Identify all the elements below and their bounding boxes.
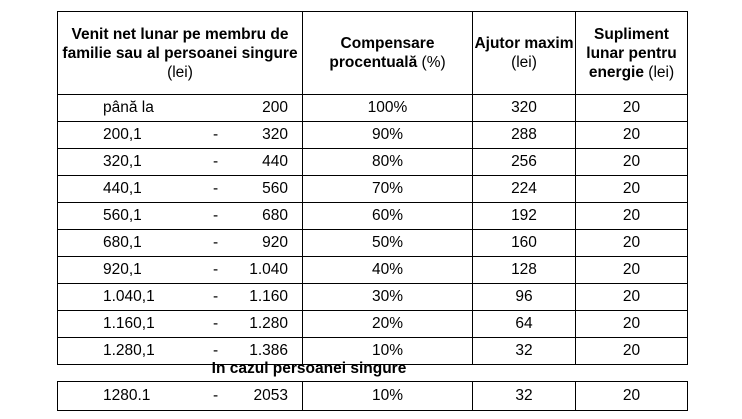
- range-dash: -: [213, 207, 219, 224]
- table-row: [58, 95, 688, 122]
- income-range-cell: [58, 95, 303, 122]
- compensation-cell: 100%: [303, 95, 473, 122]
- energy-supplement-cell: 20: [576, 311, 688, 338]
- table-row: [58, 382, 688, 411]
- compensation-cell: 90%: [303, 122, 473, 149]
- income-to: 1.386: [249, 342, 288, 359]
- energy-supplement-cell: 20: [576, 203, 688, 230]
- table-header-row: [58, 12, 688, 95]
- income-from: 680,1: [103, 234, 142, 251]
- energy-supplement-cell: 20: [576, 338, 688, 365]
- max-aid-cell: 64: [473, 311, 576, 338]
- energy-supplement-cell: 20: [576, 382, 688, 411]
- table-row: [58, 257, 688, 284]
- header-energy-supplement: Supliment lunar pentru energie (lei): [576, 12, 688, 95]
- single-person-caption: In cazul persoanei singure: [211, 360, 407, 377]
- header-compensation: Compensare procentuală (%): [303, 12, 473, 95]
- income-from: până la: [103, 99, 154, 116]
- income-range-cell: [58, 230, 303, 257]
- income-to: 560: [262, 180, 288, 197]
- income-to: 680: [262, 207, 288, 224]
- max-aid-cell: 320: [473, 95, 576, 122]
- energy-supplement-cell: 20: [576, 284, 688, 311]
- compensation-cell: 50%: [303, 230, 473, 257]
- income-range-cell: [58, 257, 303, 284]
- max-aid-cell: 192: [473, 203, 576, 230]
- income-range-cell: [58, 203, 303, 230]
- energy-supplement-cell: 20: [576, 122, 688, 149]
- compensation-table: [57, 11, 688, 365]
- income-range-cell: [58, 122, 303, 149]
- income-to: 920: [262, 234, 288, 251]
- income-range-cell: [58, 176, 303, 203]
- energy-supplement-cell: 20: [576, 95, 688, 122]
- max-aid-cell: 256: [473, 149, 576, 176]
- income-from: 1280.1: [103, 387, 151, 404]
- energy-supplement-cell: 20: [576, 257, 688, 284]
- income-from: 440,1: [103, 180, 142, 197]
- max-aid-cell: 288: [473, 122, 576, 149]
- compensation-cell: 30%: [303, 284, 473, 311]
- income-to: 2053: [253, 387, 288, 404]
- table-row: [58, 122, 688, 149]
- range-dash: -: [213, 180, 219, 197]
- max-aid-cell: 96: [473, 284, 576, 311]
- compensation-cell: 20%: [303, 311, 473, 338]
- header-max-aid: Ajutor maxim (lei): [473, 12, 576, 95]
- compensation-cell: 40%: [303, 257, 473, 284]
- range-dash: -: [213, 126, 219, 143]
- table-row: [58, 176, 688, 203]
- table-row: [58, 203, 688, 230]
- income-range-cell: [58, 311, 303, 338]
- compensation-cell: 70%: [303, 176, 473, 203]
- range-dash: -: [213, 387, 219, 404]
- range-dash: -: [213, 288, 219, 305]
- income-from: 920,1: [103, 261, 142, 278]
- single-person-table: [57, 381, 688, 411]
- income-range-cell: [58, 149, 303, 176]
- compensation-cell: 10%: [303, 382, 473, 411]
- income-to: 1.040: [249, 261, 288, 278]
- compensation-cell: 10%: [303, 338, 473, 365]
- compensation-cell: 60%: [303, 203, 473, 230]
- max-aid-cell: 160: [473, 230, 576, 257]
- range-dash: -: [213, 234, 219, 251]
- table-row: [58, 311, 688, 338]
- max-aid-cell: 128: [473, 257, 576, 284]
- compensation-cell: 80%: [303, 149, 473, 176]
- income-range-cell: [58, 382, 303, 411]
- energy-supplement-cell: 20: [576, 149, 688, 176]
- income-to: 1.160: [249, 288, 288, 305]
- table-row: [58, 230, 688, 257]
- energy-supplement-cell: 20: [576, 176, 688, 203]
- table-row: [58, 149, 688, 176]
- income-from: 320,1: [103, 153, 142, 170]
- income-from: 1.160,1: [103, 315, 155, 332]
- income-to: 200: [262, 99, 288, 116]
- income-to: 1.280: [249, 315, 288, 332]
- energy-supplement-cell: 20: [576, 230, 688, 257]
- income-from: 560,1: [103, 207, 142, 224]
- max-aid-cell: 224: [473, 176, 576, 203]
- income-from: 200,1: [103, 126, 142, 143]
- table-row: [58, 284, 688, 311]
- income-range-cell: [58, 284, 303, 311]
- max-aid-cell: 32: [473, 338, 576, 365]
- range-dash: -: [213, 153, 219, 170]
- income-from: 1.040,1: [103, 288, 155, 305]
- income-to: 320: [262, 126, 288, 143]
- range-dash: -: [213, 261, 219, 278]
- max-aid-cell: 32: [473, 382, 576, 411]
- range-dash: -: [213, 342, 219, 359]
- header-income: Venit net lunar pe membru de familie sau al persoanei singure (lei): [58, 12, 303, 95]
- income-from: 1.280,1: [103, 342, 155, 359]
- income-to: 440: [262, 153, 288, 170]
- range-dash: -: [213, 315, 219, 332]
